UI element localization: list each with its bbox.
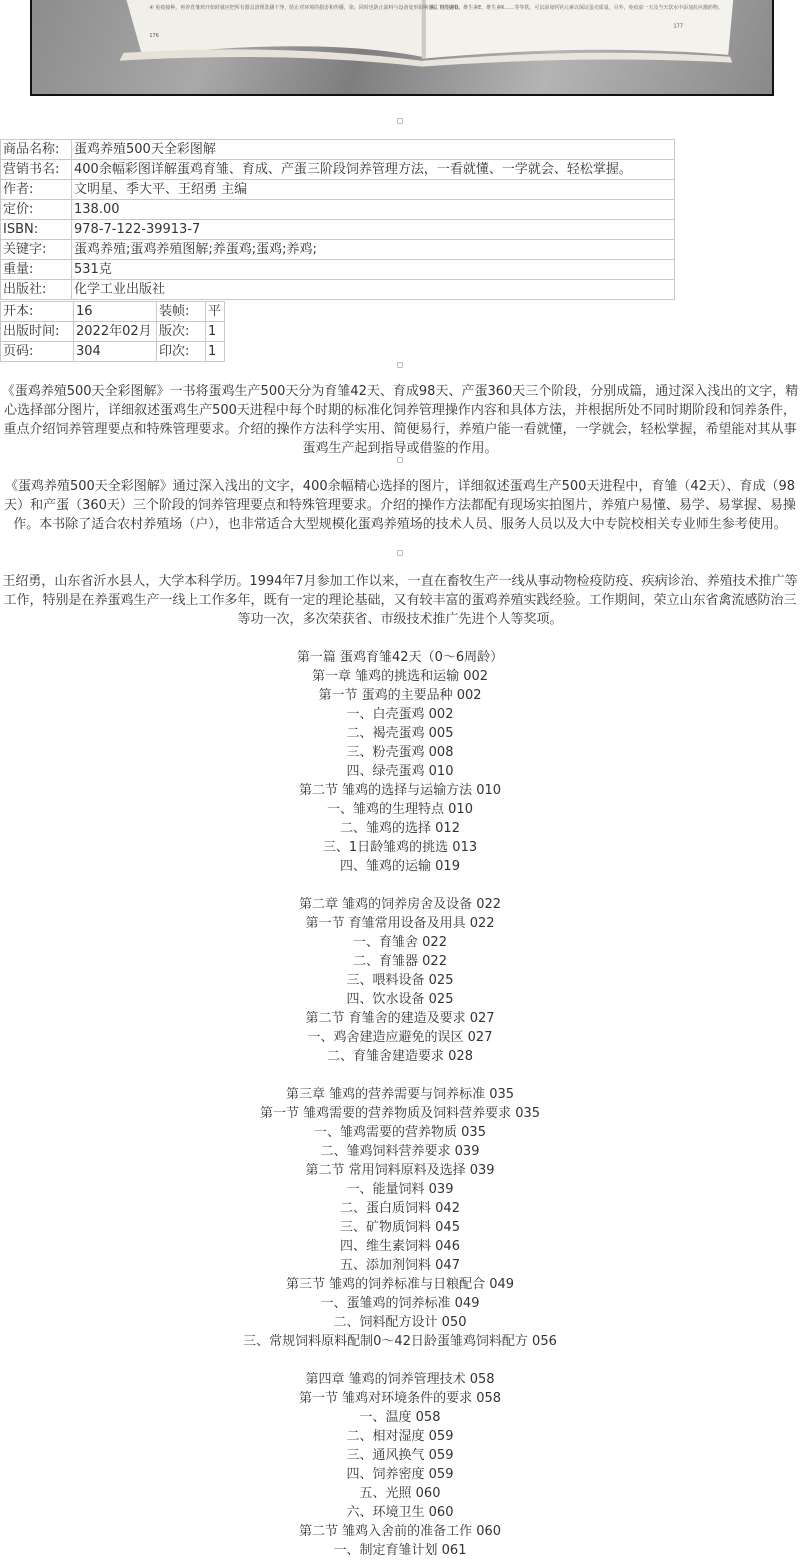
info-label: 出版社: bbox=[1, 280, 72, 300]
toc-entry: 第一篇 蛋鸡育雏42天（0～6周龄） bbox=[296, 650, 504, 665]
toc-entry: 第一节 雏鸡对环境条件的要求 058 bbox=[298, 1391, 502, 1406]
divider-dot bbox=[397, 362, 403, 368]
toc-entry: 一、鸡舍建造应避免的误区 027 bbox=[307, 1030, 493, 1045]
info-value: 文明星、季大平、王绍勇 主编 bbox=[72, 180, 675, 200]
toc-entry: 二、育雏器 022 bbox=[353, 954, 447, 969]
info-value: 978-7-122-39913-7 bbox=[72, 220, 675, 240]
right-page-number: 177 bbox=[673, 23, 684, 30]
toc-entry: 三、粉壳蛋鸡 008 bbox=[346, 745, 454, 760]
toc-spacer bbox=[0, 876, 800, 895]
info-value: 531克 bbox=[72, 260, 675, 280]
info-row bbox=[1, 160, 675, 180]
book-spec-table bbox=[0, 301, 225, 362]
toc-entry: 四、雏鸡的运输 019 bbox=[340, 859, 460, 874]
toc-entry: 二、饲料配方设计 050 bbox=[333, 1315, 467, 1330]
toc-entry: 第三章 雏鸡的营养需要与饲养标准 035 bbox=[285, 1087, 515, 1102]
toc-entry: 第二章 雏鸡的饲养房舍及设备 022 bbox=[298, 897, 502, 912]
author-paragraph: 王绍勇，山东省沂水县人，大学本科学历。1994年7月参加工作以来，一直在畜牧生产一线从事动物检疫防疫、疾病诊治、养殖技术推广等工作，特别是在养蛋鸡生产一线上工作多年，既有一定的理论基础，又有较丰富的蛋鸡养殖实践经验。工作期间，荣立山东省禽流感防治三等功一次，多次荣获省、市级技术推广先进个人等奖项。 bbox=[2, 574, 798, 627]
spec-value: 2022年02月 bbox=[74, 322, 157, 342]
toc-entry: 第二节 育雏舍的建造及要求 027 bbox=[305, 1011, 495, 1026]
toc-entry: 六、环境卫生 060 bbox=[346, 1505, 454, 1520]
divider-dot bbox=[397, 118, 403, 124]
toc-spacer bbox=[0, 1066, 800, 1085]
right-page-text: 素，维生素D，维生素E，维生素K……等等铁，可以添加钙钙元素以保证蛋壳质量，另外，免疫前一天及当天饮水中添加抗应激药物。 bbox=[429, 4, 723, 11]
toc-entry: 一、蛋雏鸡的饲养标准 049 bbox=[320, 1296, 480, 1311]
toc-entry: 二、相对湿度 059 bbox=[346, 1429, 454, 1444]
toc-spacer bbox=[0, 1351, 800, 1370]
spec-value: 16 bbox=[74, 302, 157, 322]
spec-label: 印次: bbox=[157, 342, 206, 362]
toc-entry: 一、雏鸡的生理特点 010 bbox=[327, 802, 473, 817]
book-info-table bbox=[0, 139, 675, 300]
toc-entry: 第二节 常用饲料原料及选择 039 bbox=[305, 1163, 495, 1178]
toc-entry: 第二节 雏鸡的选择与运输方法 010 bbox=[298, 783, 502, 798]
toc-entry: 三、喂料设备 025 bbox=[346, 973, 454, 988]
info-value: 138.00 bbox=[72, 200, 675, 220]
spec-label: 版次: bbox=[157, 322, 206, 342]
toc-entry: 三、常规饲料原料配制0～42日龄蛋雏鸡饲料配方 056 bbox=[243, 1334, 557, 1349]
info-label: 关键字: bbox=[1, 240, 72, 260]
info-label: ISBN: bbox=[1, 220, 72, 240]
toc-entry: 三、矿物质饲料 045 bbox=[340, 1220, 460, 1235]
info-row bbox=[1, 260, 675, 280]
spec-row bbox=[1, 322, 225, 342]
toc-entry: 一、制定育雏计划 061 bbox=[333, 1543, 467, 1558]
toc-entry: 第一章 雏鸡的挑选和运输 002 bbox=[311, 669, 489, 684]
toc-entry: 二、雏鸡饲料营养要求 039 bbox=[320, 1144, 480, 1159]
summary-paragraph: 《蛋鸡养殖500天全彩图解》通过深入浅出的文字，400余幅精心选择的图片，详细叙述蛋鸡生产500天进程中，育雏（42天）、育成（98天）和产蛋（360天）三个阶段的饲养管理要点和特殊管理要求。介绍的操作方法都配有现场实拍图片，养殖户易懂、易学、易掌握、易操作。本书除了适合农村养殖场（户），也非常适合大型规模化蛋鸡养殖场的技术人员、服务人员以及大中专院校相关专业师生参考使用。 bbox=[4, 479, 796, 532]
toc-entry: 四、绿壳蛋鸡 010 bbox=[346, 764, 454, 779]
toc-entry: 二、雏鸡的选择 012 bbox=[340, 821, 460, 836]
toc-entry: 四、饲养密度 059 bbox=[346, 1467, 454, 1482]
info-value: 400余幅彩图详解蛋鸡育雏、育成、产蛋三阶段饲养管理方法，一看就懂、一学就会、轻松掌握。 bbox=[72, 160, 675, 180]
toc-entry: 四、饮水设备 025 bbox=[346, 992, 454, 1007]
open-book-image bbox=[32, 0, 772, 94]
toc-entry: 四、维生素饲料 046 bbox=[340, 1239, 460, 1254]
toc-entry: 第二节 雏鸡入舍前的准备工作 060 bbox=[298, 1524, 502, 1539]
spec-row bbox=[1, 302, 225, 322]
book-photo bbox=[30, 0, 774, 96]
toc-entry: 一、育雏舍 022 bbox=[353, 935, 447, 950]
info-value: 化学工业出版社 bbox=[72, 280, 675, 300]
info-row bbox=[1, 140, 675, 160]
spec-label: 开本: bbox=[1, 302, 74, 322]
toc-entry: 一、雏鸡需要的营养物质 035 bbox=[314, 1125, 486, 1140]
toc-entry: 一、温度 058 bbox=[359, 1410, 441, 1425]
spec-label: 装帧: bbox=[157, 302, 206, 322]
info-row bbox=[1, 200, 675, 220]
info-row bbox=[1, 180, 675, 200]
left-page-text: ④ 免疫接种，再养育雏鸡开始时就应把所有器具清理洗刷干净，防止对环境的损害和传播，染，同时也防止油料与设备变形影响器具下次使用。 bbox=[149, 4, 463, 11]
info-label: 营销书名: bbox=[1, 160, 72, 180]
table-of-contents bbox=[0, 648, 800, 1560]
toc-entry: 第一节 蛋鸡的主要品种 002 bbox=[318, 688, 482, 703]
toc-entry: 第一节 育雏常用设备及用具 022 bbox=[305, 916, 495, 931]
info-row bbox=[1, 240, 675, 260]
toc-entry: 二、褐壳蛋鸡 005 bbox=[346, 726, 454, 741]
info-row bbox=[1, 220, 675, 240]
info-value: 蛋鸡养殖500天全彩图解 bbox=[72, 140, 675, 160]
spec-value: 1 bbox=[206, 342, 225, 362]
toc-entry: 一、白壳蛋鸡 002 bbox=[346, 707, 454, 722]
spec-value: 平 bbox=[206, 302, 225, 322]
left-page-number: 176 bbox=[149, 33, 159, 40]
toc-entry: 三、1日龄雏鸡的挑选 013 bbox=[322, 840, 478, 855]
info-label: 重量: bbox=[1, 260, 72, 280]
info-label: 定价: bbox=[1, 200, 72, 220]
toc-entry: 二、蛋白质饲料 042 bbox=[340, 1201, 460, 1216]
spec-value: 304 bbox=[74, 342, 157, 362]
info-value: 蛋鸡养殖;蛋鸡养殖图解;养蛋鸡;蛋鸡;养鸡; bbox=[72, 240, 675, 260]
spec-label: 出版时间: bbox=[1, 322, 74, 342]
toc-entry: 三、通风换气 059 bbox=[346, 1448, 454, 1463]
spec-value: 1 bbox=[206, 322, 225, 342]
toc-entry: 第一节 雏鸡需要的营养物质及饲料营养要求 035 bbox=[259, 1106, 541, 1121]
toc-entry: 五、添加剂饲料 047 bbox=[340, 1258, 460, 1273]
toc-entry: 第三节 雏鸡的饲养标准与日粮配合 049 bbox=[285, 1277, 515, 1292]
info-label: 商品名称: bbox=[1, 140, 72, 160]
spec-label: 页码: bbox=[1, 342, 74, 362]
toc-entry: 第四章 雏鸡的饲养管理技术 058 bbox=[305, 1372, 495, 1387]
divider-dot bbox=[397, 550, 403, 556]
description-paragraph: 《蛋鸡养殖500天全彩图解》一书将蛋鸡生产500天分为育雏42天、育成98天、产蛋360天三个阶段，分别成篇，通过深入浅出的文字，精心选择部分图片，详细叙述蛋鸡生产500天进程中每个时期的标准化饲养管理操作内容和具体方法，并根据所处不同时期阶段和饲养条件，重点介绍饲养管理要点和特殊管理要求。介绍的操作方法科学实用、简便易行，养殖户能一看就懂，一学就会，轻松掌握，希望能对其从事蛋鸡生产起到指导或借鉴的作用。 bbox=[1, 384, 799, 456]
toc-entry: 一、能量饲料 039 bbox=[346, 1182, 454, 1197]
divider-dot bbox=[397, 457, 403, 463]
info-row bbox=[1, 280, 675, 300]
toc-entry: 二、育雏舍建造要求 028 bbox=[327, 1049, 473, 1064]
info-label: 作者: bbox=[1, 180, 72, 200]
spec-row bbox=[1, 342, 225, 362]
toc-entry: 五、光照 060 bbox=[359, 1486, 441, 1501]
